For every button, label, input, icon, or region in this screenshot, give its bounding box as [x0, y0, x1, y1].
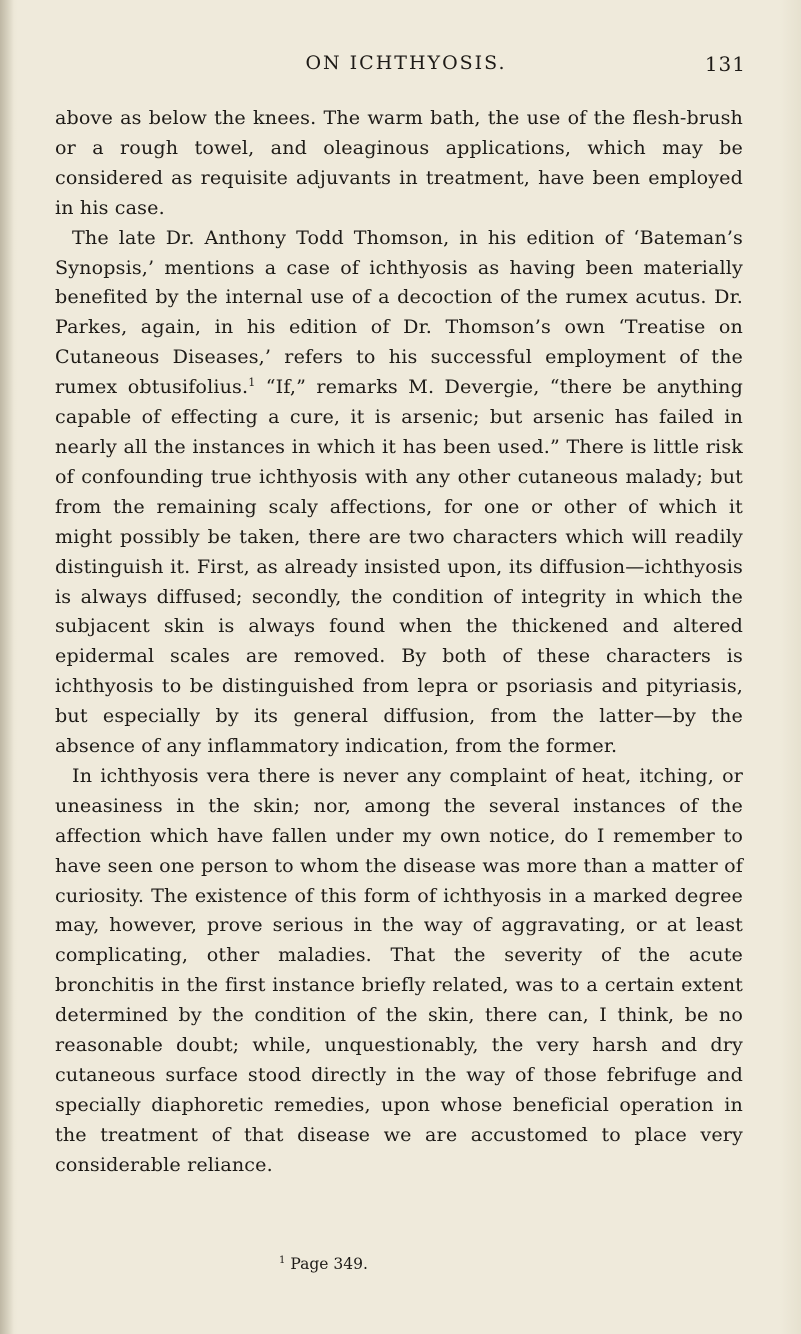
paragraph-2: [55, 223, 743, 761]
paragraph-1: above as below the knees. The warm bath, the use of the flesh-brush or a rough towel, and oleaginous applications, which may be considered as requisite adjuvants in treatment, have been employed in his case.: [55, 106, 743, 219]
footnote-marker: 1: [279, 1255, 286, 1266]
footnote-reference: 1: [248, 376, 256, 390]
paragraph-2-text-b: “If,” remarks M. Devergie, “there be anything capable of effecting a cure, it is arsenic; but arsenic has failed in nearly all the instances in which it has been used.” There is little risk of confounding true ichthyosis with any other cutaneous malady; but from the remaining scaly affections, for one or other of which it might possibly be taken, there are two characters which will readily distinguish it. First, as already insisted upon, its diffusion—ichthyosis is always diffused; secondly, the condition of integrity in which the subjacent skin is always found when the thickened and altered epidermal scales are removed. By both of these characters is ichthyosis to be distinguished from lepra or psoriasis and pityriasis, but especially by its general diffusion, from the latter—by the absence of any inflammatory indication, from the former.: [55, 375, 743, 758]
paragraph-3: In ichthyosis vera there is never any complaint of heat, itching, or uneasiness in the skin; nor, among the several instances of the affection which have fallen under my own notice, do I remember to have seen one person to whom the disease was more than a matter of curiosity. The existence of this form of ichthyosis in a marked degree may, however, prove serious in the way of aggravating, or at least complicating, other maladies. That the severity of the acute bronchitis in the first instance briefly related, was to a certain extent determined by the condition of the skin, there can, I think, be no reasonable doubt; while, unquestionably, the very harsh and dry cutaneous surface stood directly in the way of those febrifuge and specially diaphoretic remedies, upon whose beneficial operation in the treatment of that disease we are accustomed to place very considerable reliance.: [55, 763, 743, 1176]
paragraph-2-text-a: The late Dr. Anthony Todd Thomson, in his edition of ‘Bateman’s Synopsis,’ mentions a case of ichthyosis as having been materially benefited by the internal use of a decoction of the rumex acutus. Dr. Parkes, again, in his edition of Dr. Thomson’s own ‘Treatise on Cutaneous Diseases,’ refers to his successful employment of the rumex obtusifolius.: [55, 225, 743, 399]
page-number: 131: [704, 52, 746, 76]
footnote-text: Page 349.: [290, 1255, 368, 1273]
footnote: [279, 1253, 368, 1275]
running-head: ON ICHTHYOSIS.: [305, 52, 507, 74]
page-header: [46, 52, 746, 82]
gutter-shadow: [0, 0, 14, 1334]
body-text: [55, 103, 743, 1180]
